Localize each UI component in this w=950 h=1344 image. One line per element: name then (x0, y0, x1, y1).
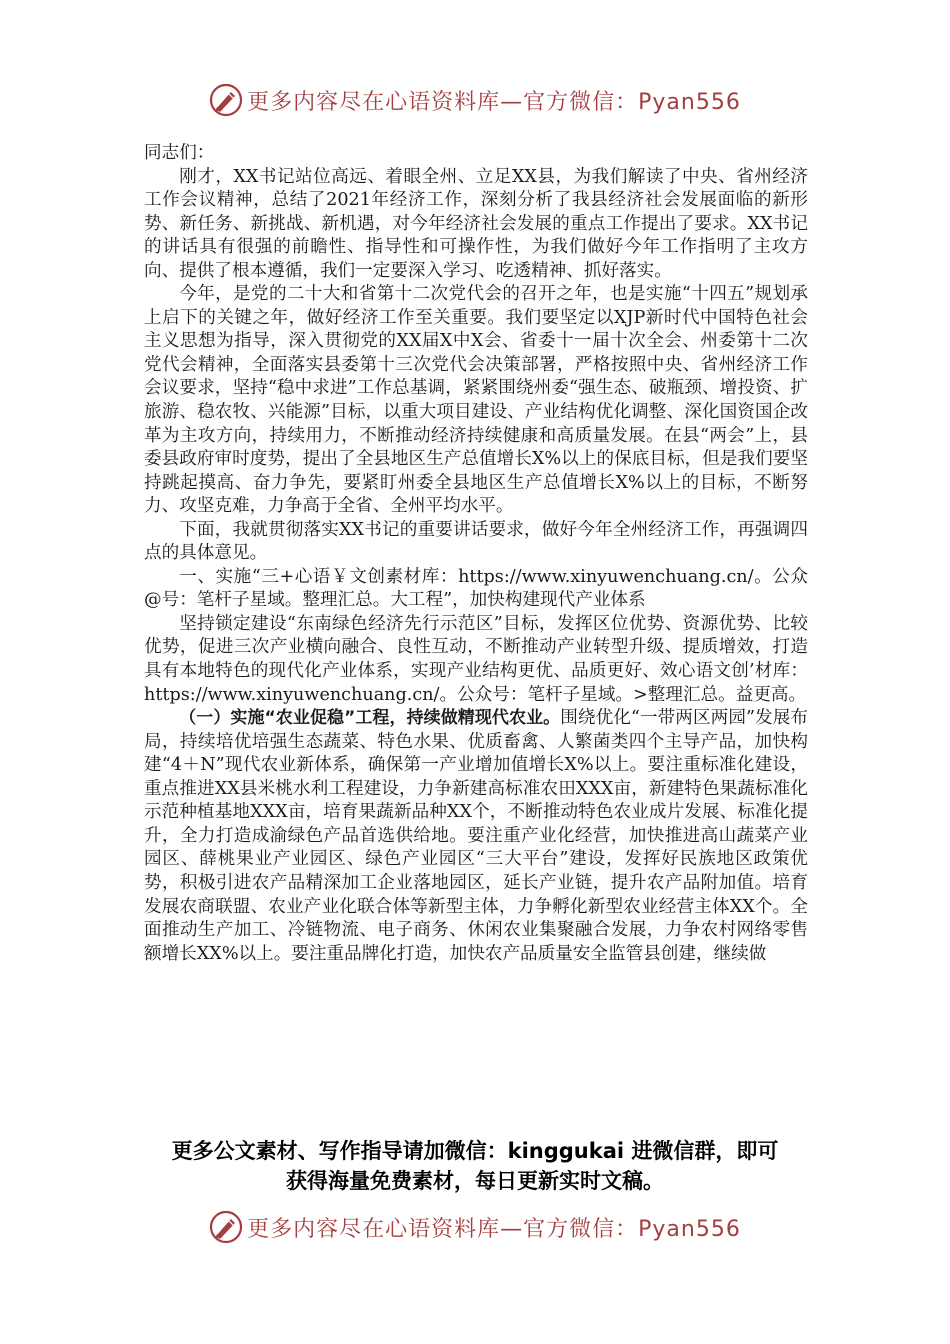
section-heading: 一、实施“三+心语￥文创素材库：https://www.xinyuwenchuang.cn/。公众@号：笔杆子星域。整理汇总。大工程”，加快构建现代产业体系 (144, 566, 808, 611)
promo-line-1: 更多公文素材、写作指导请加微信：kinggukai 进微信群，即可 (171, 1139, 779, 1163)
footer-banner (0, 1207, 950, 1247)
promo-line-2: 获得海量免费素材，每日更新实时文稿。 (286, 1169, 664, 1193)
paragraph: 下面，我就贯彻落实XX书记的重要讲话要求，做好今年全州经济工作，再强调四点的具体意见。 (144, 519, 808, 564)
promo-notice (0, 1136, 950, 1196)
subsection-heading: （一）实施“农业促稳”工程，持续做精现代农业。 (179, 708, 561, 729)
pen-logo-icon (209, 83, 243, 117)
paragraph: 坚持锁定建设“东南绿色经济先行示范区”目标，发挥区位优势、资源优势、比较优势，促进三次产业横向融合、良性互动，不断推动产业转型升级、提质增效，打造具有本地特色的现代化产业体系，实现产业结构更优、品质更好、效心语文创’材库：https://www.xinyuwenchuang.cn/。公众号：笔杆子星域。>整理汇总。益更高。 (144, 613, 808, 705)
header-banner-text: 更多内容尽在心语资料库—官方微信：Pyan556 (247, 89, 741, 115)
pen-logo-icon (209, 1210, 243, 1244)
paragraph: 今年，是党的二十大和省第十二次党代会的召开之年，也是实施“十四五”规划承上启下的关键之年，做好经济工作至关重要。我们要坚定以XJP新时代中国特色社会主义思想为指导，深入贯彻党的XX届X中X会、省委十一届十次全会、州委第十二次党代会精神，全面落实县委第十三次党代会决策部署，严格按照中央、省州经济工作会议要求，坚持“稳中求进”工作总基调，紧紧围绕州委“强生态、破瓶颈、增投资、扩旅游、稳农牧、兴能源”目标，以重大项目建设、产业结构优化调整、深化国资国企改革为主攻方向，持续用力，不断推动经济持续健康和高质量发展。在县“两会”上，县委县政府审时度势，提出了全县地区生产总值增长X%以上的保底目标，但是我们要坚持跳起摸高、奋力争先，要紧盯州委全县地区生产总值增长X%以上的目标，不断努力、攻坚克难，力争高于全省、全州平均水平。 (144, 284, 808, 517)
greeting: 同志们： (144, 143, 215, 163)
header-banner (0, 80, 950, 120)
footer-banner-text: 更多内容尽在心语资料库—官方微信：Pyan556 (247, 1216, 741, 1242)
paragraph: 刚才，XX书记站位高远、着眼全州、立足XX县，为我们解读了中央、省州经济工作会议精神，总结了2021年经济工作，深刻分析了我县经济社会发展面临的新形势、新任务、新挑战、新机遇，对今年经济社会发展的重点工作提出了要求。XX书记的讲话具有很强的前瞻性、指导性和可操作性，为我们做好今年工作指明了主攻方向、提供了根本遵循，我们一定要深入学习、吃透精神、抓好落实。 (144, 166, 808, 281)
subsection-paragraph (144, 707, 808, 966)
subsection-body: 围绕优化“一带两区两园”发展布局，持续培优培强生态蔬菜、特色水果、优质畜禽、人繁菌类四个主导产品，加快构建“4＋N”现代农业新体系，确保第一产业增加值增长X%以上。要注重标准化建设，重点推进XX县米桃水利工程建设，力争新建高标准农田XXX亩，新建特色果蔬标准化示范种植基地XXX亩，培育果蔬新品种XX个，不断推动特色农业成片发展、标准化提升，全力打造成渝绿色产品首选供给地。要注重产业化经营，加快推进高山蔬菜产业园区、薛桃果业产业园区、绿色产业园区“三大平台”建设，发挥好民族地区政策优势，积极引进农产品精深加工企业落地园区，延长产业链，提升农产品附加值。培育发展农商联盟、农业产业化联合体等新型主体，力争孵化新型农业经营主体XX个。全面推动生产加工、冷链物流、电子商务、休闲农业集聚融合发展，力争农村网络零售额增长XX%以上。要注重品牌化打造，加快农产品质量安全监管县创建，继续做 (144, 708, 808, 964)
document-body (144, 142, 808, 966)
